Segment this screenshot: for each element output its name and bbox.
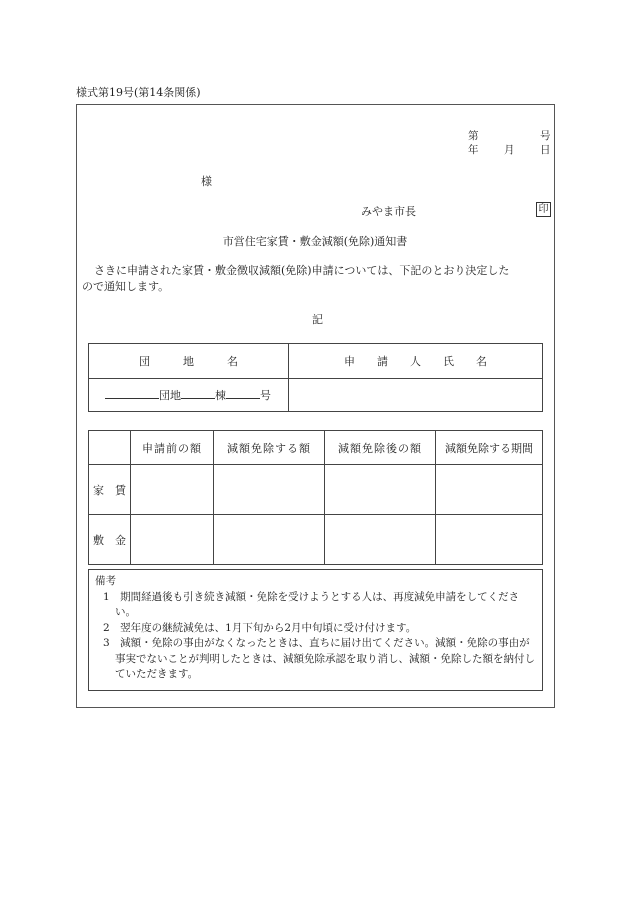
- note-item-1: 1 期間経過後も引き続き減額・免除を受けようとする人は、再度減免申請をしてください。: [103, 590, 520, 618]
- building-blank: [181, 387, 215, 399]
- cell: [131, 515, 214, 565]
- seal-mark: [536, 202, 551, 217]
- col-after-amount: 減額免除後の額: [325, 431, 436, 465]
- cell: [436, 515, 543, 565]
- number-prefix: 第: [468, 130, 479, 142]
- date-day: 日: [540, 144, 551, 156]
- col-before-amount: 申請前の額: [131, 431, 214, 465]
- col-reduction-amount: 減額免除する額: [214, 431, 325, 465]
- header-applicant-name: 申 請 人 氏 名: [289, 344, 543, 379]
- unit-label-building: 棟: [215, 389, 226, 402]
- room-blank: [226, 387, 260, 399]
- unit-label-danchi: 団地: [159, 389, 181, 402]
- notes-box: [88, 569, 543, 691]
- document-title: 市営住宅家賃・敷金減額(免除)通知書: [222, 235, 408, 248]
- cell: [214, 515, 325, 565]
- body-text-line-1: さきに申請された家賃・敷金徴収減額(免除)申請については、下記のとおり決定した: [94, 264, 510, 277]
- cell: [436, 465, 543, 515]
- unit-label-room: 号: [260, 389, 271, 402]
- cell: [131, 465, 214, 515]
- housing-applicant-table: [88, 343, 543, 412]
- row-deposit: 敷 金: [89, 515, 131, 565]
- number-suffix: 号: [540, 130, 551, 142]
- cell: [214, 465, 325, 515]
- row-rent: 家 賃: [89, 465, 131, 515]
- header-housing-complex: 団 地 名: [89, 344, 289, 379]
- date-year: 年: [468, 144, 479, 156]
- housing-unit-cell: [89, 379, 289, 412]
- cell: [325, 465, 436, 515]
- date-month: 月: [504, 144, 515, 156]
- ki-heading: 記: [312, 313, 323, 326]
- col-reduction-period: 減額免除する期間: [436, 431, 543, 465]
- cell: [325, 515, 436, 565]
- seal-box: 印: [536, 202, 551, 217]
- form-number-label: 様式第19号(第14条関係): [76, 86, 201, 99]
- corner-cell: [89, 431, 131, 465]
- notes-title: 備考: [95, 575, 116, 587]
- applicant-name-cell: [289, 379, 543, 412]
- issuer-name: みやま市長: [361, 205, 416, 218]
- addressee-suffix: 様: [201, 175, 212, 188]
- note-item-3: 3 減額・免除の事由がなくなったときは、直ちに届け出てください。減額・免除の事由が事実でないことが判明したときは、減額免除承認を取り消し、減額・免除した額を納付していただきます。: [103, 637, 535, 680]
- complex-name-blank: [105, 387, 159, 399]
- note-item-2: 2 翌年度の継続減免は、1月下旬から2月中旬頃に受け付けます。: [103, 621, 417, 634]
- body-text-line-2: ので通知します。: [82, 280, 170, 293]
- reduction-table: [88, 430, 543, 565]
